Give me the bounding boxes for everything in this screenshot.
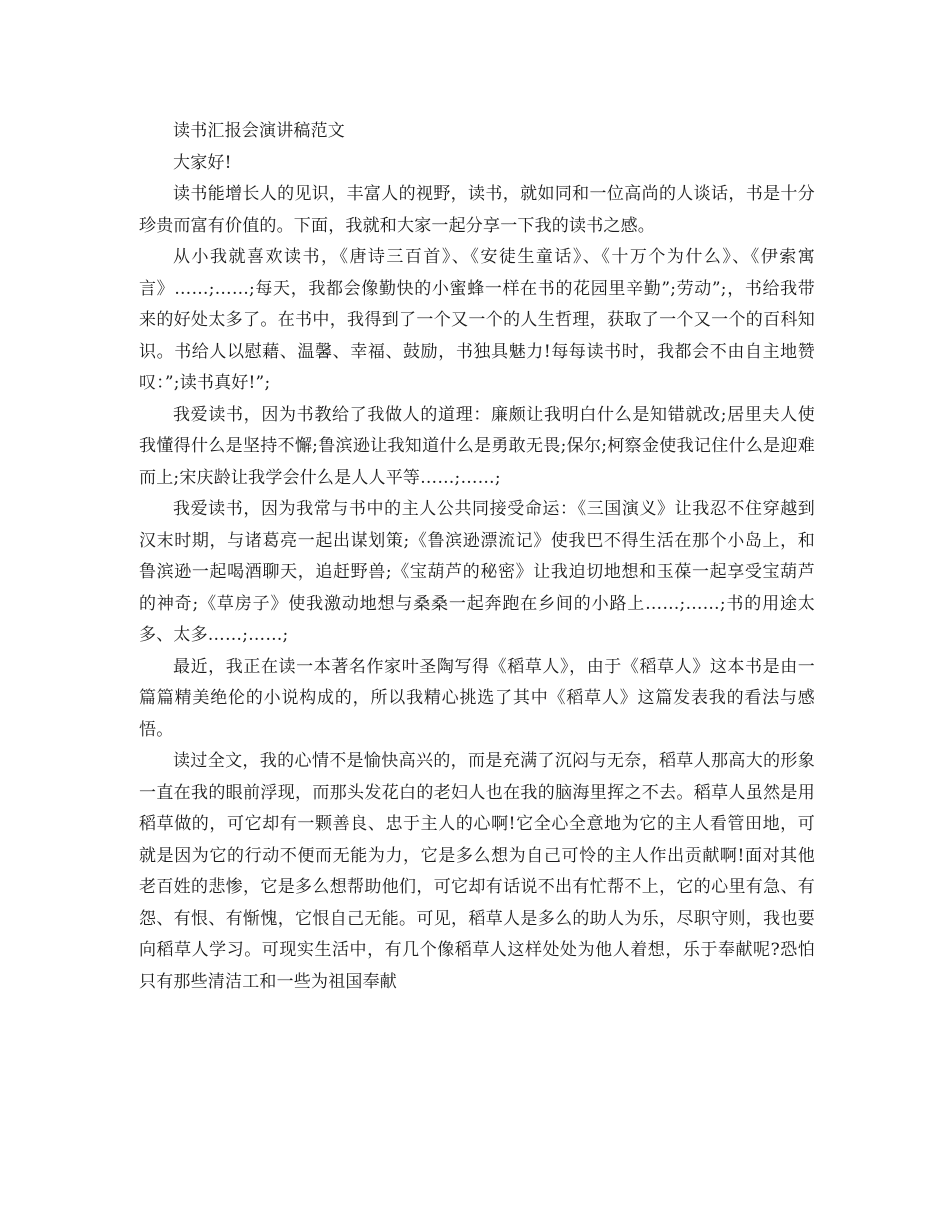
paragraph: 最近，我正在读一本著名作家叶圣陶写得《稻草人》，由于《稻草人》这本书是由一篇篇精美绝伦的小说构成的，所以我精心挑选了其中《稻草人》这篇发表我的看法与感悟。: [139, 656, 815, 740]
paragraph: 读过全文，我的心情不是愉快高兴的，而是充满了沉闷与无奈，稻草人那高大的形象一直在我的眼前浮现，而那头发花白的老妇人也在我的脑海里挥之不去。稻草人虽然是用稻草做的，可它却有一颗善良、忠于主人的心啊!它全心全意地为它的主人看管田地，可就是因为它的行动不便而无能为力，它是多么想为自己可怜的主人作出贡献啊!面对其他老百姓的悲惨，它是多么想帮助他们，可它却有话说不出有忙帮不上，它的心里有急、有怨、有恨、有惭愧，它恨自己无能。可见，稻草人是多么的助人为乐，尽职守则，我也要向稻草人学习。可现实生活中，有几个像稻草人这样处处为他人着想，乐于奉献呢?恐怕只有那些清洁工和一些为祖国奉献: [139, 751, 815, 992]
document-body: [139, 116, 815, 998]
paragraph: 我爱读书，因为书教给了我做人的道理：廉颇让我明白什么是知错就改;居里夫人使我懂得什么是坚持不懈;鲁滨逊让我知道什么是勇敢无畏;保尔;柯察金使我记住什么是迎难而上;宋庆龄让我学会什么是人人平等……;……;: [139, 404, 815, 488]
greeting: 大家好!: [173, 152, 232, 173]
document-title: 读书汇报会演讲稿范文: [173, 121, 345, 141]
paragraph: 从小我就喜欢读书，《唐诗三百首》、《安徒生童话》、《十万个为什么》、《伊索寓言》……;……;每天，我都会像勤快的小蜜蜂一样在书的花园里辛勤”;劳动”;，书给我带来的好处太多了。在书中，我得到了一个又一个的人生哲理，获取了一个又一个的百科知识。书给人以慰藉、温馨、幸福、鼓励，书独具魅力!每每读书时，我都会不由自主地赞叹：”;读书真好!”;: [139, 247, 815, 393]
paragraph: 我爱读书，因为我常与书中的主人公共同接受命运：《三国演义》让我忍不住穿越到汉末时期，与诸葛亮一起出谋划策;《鲁滨逊漂流记》使我巴不得生活在那个小岛上，和鲁滨逊一起喝酒聊天，追赶野兽;《宝葫芦的秘密》让我迫切地想和玉葆一起享受宝葫芦的神奇;《草房子》使我激动地想与桑桑一起奔跑在乡间的小路上……;……;书的用途太多、太多……;……;: [139, 499, 815, 645]
paragraph: 读书能增长人的见识，丰富人的视野，读书，就如同和一位高尚的人谈话，书是十分珍贵而富有价值的。下面，我就和大家一起分享一下我的读书之感。: [139, 184, 815, 236]
